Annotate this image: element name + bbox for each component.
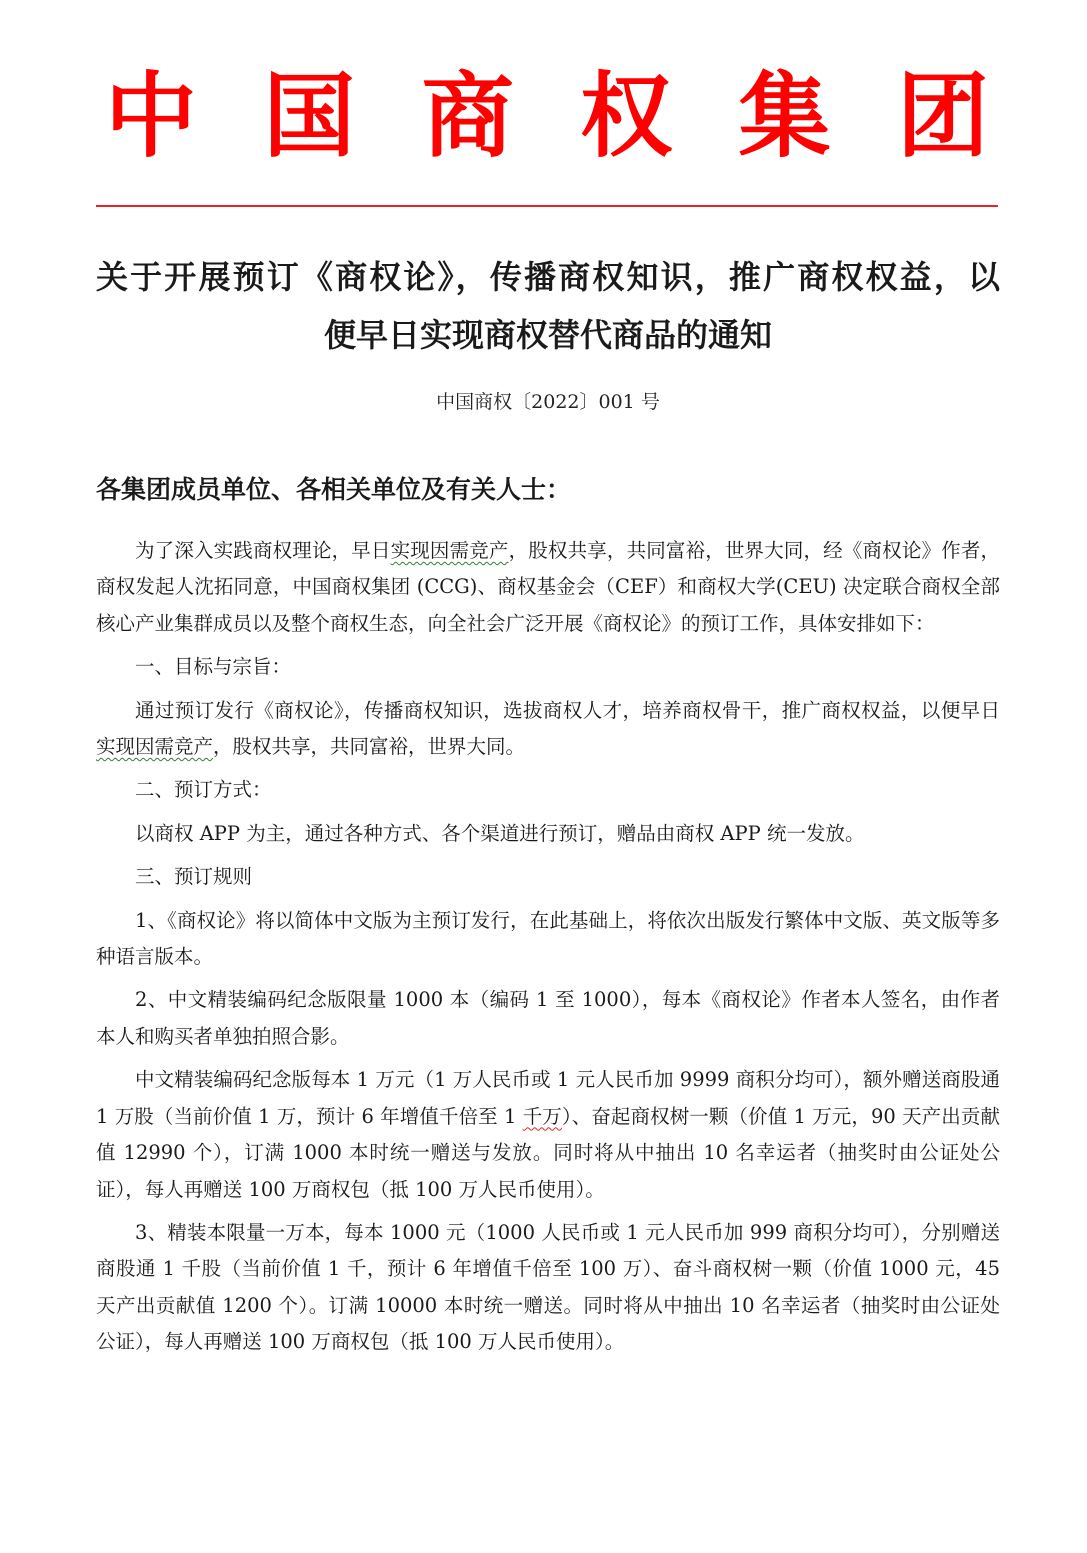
section1-text-a: 通过预订发行《商权论》，传播商权知识，选拔商权人才，培养商权骨干，推广商权权益，以便早日 xyxy=(135,698,1000,722)
rule2-detail-marked: 千万 xyxy=(522,1104,562,1128)
masthead xyxy=(96,62,998,172)
masthead-char: 国 xyxy=(263,63,356,170)
section2-paragraph: 以商权 APP 为主，通过各种方式、各个渠道进行预订，赠品由商权 APP 统一发放。 xyxy=(135,821,865,845)
document-number: 中国商权〔2022〕001 号 xyxy=(436,391,660,413)
rule2-detail-c: ）、奋起商权树一颗（价值 1 万元，90 天产出贡献值 12990 个），订满 1000 本时统一赠送与发放。同时将从中抽出 10 名幸运者（抽奖时由公证处公证），每人再赠送 100 万商权包（抵 100 万人民币使用）。 xyxy=(96,1104,1000,1201)
rule3-paragraph: 3、精装本限量一万本，每本 1000 元（1000 人民币或 1 元人民币加 999 商积分均可），分别赠送商股通 1 千股（当前价值 1 千，预计 6 年增值千倍至 100 万）、奋斗商权树一颗（价值 1000 元，45 天产出贡献值 1200 个）。订满 10000 本时统一赠送。同时将从中抽出 10 名幸运者（抽奖时由公证处公证），每人再赠送 100 万商权包（抵 100 万人民币使用）。 xyxy=(96,1220,1000,1354)
masthead-divider xyxy=(96,205,998,207)
masthead-char: 商 xyxy=(421,63,514,170)
rule2-detail-paragraph xyxy=(96,1062,1000,1208)
section1-heading: 一、目标与宗旨： xyxy=(135,655,292,679)
salutation: 各集团成员单位、各相关单位及有关人士： xyxy=(96,475,572,504)
section1-text-c: ，股权共享，共同富裕，世界大同。 xyxy=(213,735,526,759)
rule1-paragraph: 1、《商权论》将以简体中文版为主预订发行，在此基础上，将依次出版发行繁体中文版、英文版等多种语言版本。 xyxy=(96,908,1000,969)
intro-paragraph xyxy=(96,533,1000,642)
masthead-char: 权 xyxy=(580,63,673,170)
section1-paragraph xyxy=(96,693,1000,766)
section1-text-marked: 实现因需竞产 xyxy=(96,735,214,759)
masthead-char: 中 xyxy=(104,63,197,170)
intro-text-c: ，股权共享，共同富裕，世界大同，经《商权论》作者，商权发起人沈拓同意，中国商权集团 (CCG)、商权基金会（CEF）和商权大学(CEU) 决定联合商权全部核心产业集群成员以及整个商权生态，向全社会广泛开展《商权论》的预订工作，具体安排如下： xyxy=(96,539,1000,635)
masthead-char: 集 xyxy=(738,63,831,170)
section3-heading: 三、预订规则 xyxy=(135,865,253,889)
rule2-detail-a: 中文精装编码纪念版每本 1 万元（1 万人民币或 1 元人民币加 9999 商积分均可），额外赠送商股通 1 万股（当前价值 1 万，预计 6 年增值千倍至 1 xyxy=(96,1068,1000,1128)
document-title-line2: 便早日实现商权替代商品的通知 xyxy=(323,316,772,354)
section2-heading: 二、预订方式： xyxy=(135,778,272,802)
document-body xyxy=(96,533,1000,1361)
document-title-line1: 关于开展预订《商权论》，传播商权知识，推广商权权益，以 xyxy=(96,258,1000,296)
masthead-char: 团 xyxy=(896,63,989,170)
intro-text-a: 为了深入实践商权理论，早日 xyxy=(135,539,391,562)
rule2-paragraph: 2、中文精装编码纪念版限量 1000 本（编码 1 至 1000），每本《商权论》作者本人签名，由作者本人和购买者单独拍照合影。 xyxy=(96,988,1000,1048)
document-title xyxy=(96,248,1000,364)
intro-text-marked: 实现因需竞产 xyxy=(390,539,509,562)
